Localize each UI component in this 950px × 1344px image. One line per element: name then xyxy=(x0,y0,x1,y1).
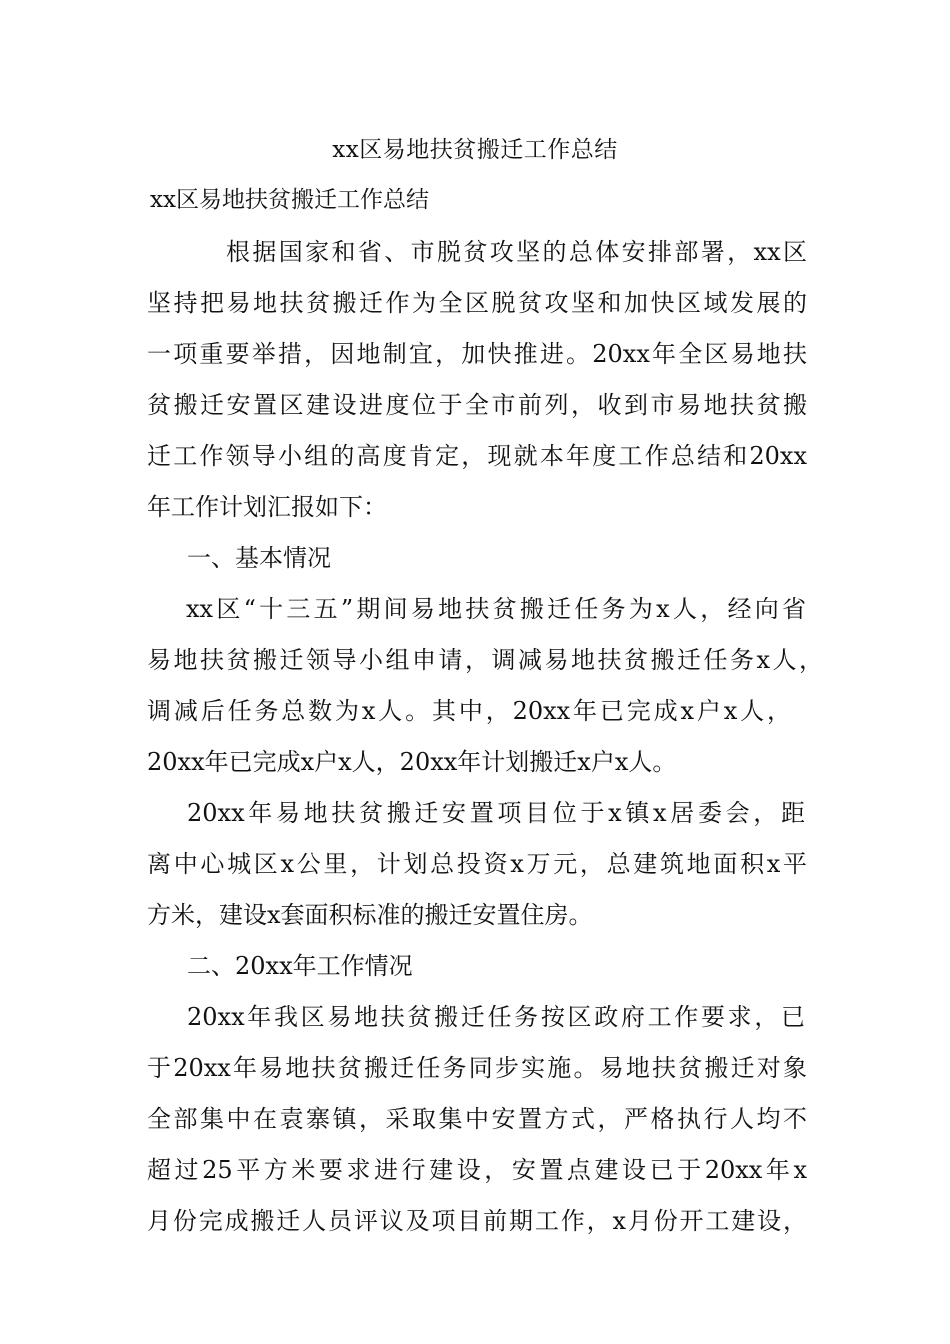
paragraph-line: 调减后任务总数为x人。其中，20xx年已完成x户x人， xyxy=(147,697,791,725)
paragraph-line: 一项重要举措，因地制宜，加快推进。20xx年全区易地扶 xyxy=(147,340,807,368)
paragraph-line: 根据国家和省、市脱贫攻坚的总体安排部署，xx区 xyxy=(226,238,807,266)
paragraph-line: 坚持把易地扶贫搬迁作为全区脱贫攻坚和加快区域发展的 xyxy=(147,289,807,317)
document-subtitle: xx区易地扶贫搬迁工作总结 xyxy=(150,187,429,213)
paragraph-line: 贫搬迁安置区建设进度位于全市前列，收到市易地扶贫搬 xyxy=(147,391,807,419)
paragraph-line: 于20xx年易地扶贫搬迁任务同步实施。易地扶贫搬迁对象 xyxy=(147,1054,807,1082)
paragraph-line: 离中心城区x公里，计划总投资x万元，总建筑地面积x平 xyxy=(147,850,807,878)
paragraph-line: 月份完成搬迁人员评议及项目前期工作，x月份开工建设， xyxy=(147,1207,807,1235)
paragraph-line: xx区“十三五”期间易地扶贫搬迁任务为x人，经向省 xyxy=(186,595,806,623)
paragraph-line: 年工作计划汇报如下： xyxy=(147,493,387,521)
paragraph-line: 方米，建设x套面积标准的搬迁安置住房。 xyxy=(147,901,593,929)
paragraph-line: 20xx年我区易地扶贫搬迁任务按区政府工作要求，已 xyxy=(187,1003,805,1031)
paragraph-line: 迁工作领导小组的高度肯定，现就本年度工作总结和20xx xyxy=(147,442,807,470)
paragraph-line: 20xx年已完成x户x人，20xx年计划搬迁x户x人。 xyxy=(147,748,677,776)
paragraph-line: 易地扶贫搬迁领导小组申请，调减易地扶贫搬迁任务x人， xyxy=(147,646,823,674)
section-heading: 一、基本情况 xyxy=(187,544,331,572)
document-title: xx区易地扶贫搬迁工作总结 xyxy=(332,137,618,163)
paragraph-line: 20xx年易地扶贫搬迁安置项目位于x镇x居委会，距 xyxy=(187,799,805,827)
section-heading: 二、20xx年工作情况 xyxy=(187,952,413,980)
paragraph-line: 超过25平方米要求进行建设，安置点建设已于20xx年x xyxy=(147,1156,807,1184)
paragraph-line: 全部集中在袁寨镇，采取集中安置方式，严格执行人均不 xyxy=(147,1105,807,1133)
